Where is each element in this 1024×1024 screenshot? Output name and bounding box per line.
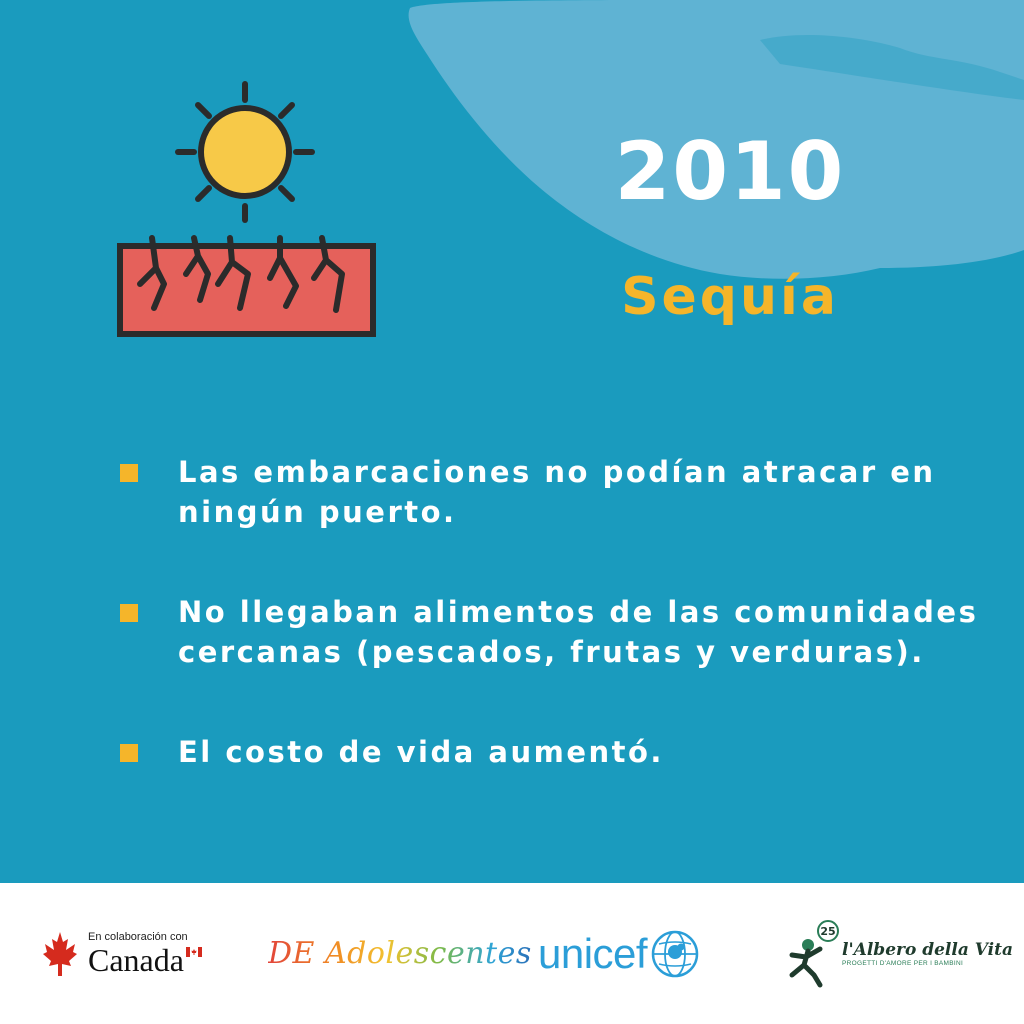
bullet-square-icon <box>120 604 138 622</box>
unicef-globe-icon <box>651 930 699 978</box>
list-item <box>118 452 998 532</box>
maple-leaf-icon <box>42 930 78 978</box>
list-item-text: Las embarcaciones no podían atracar en ningún puerto. <box>178 455 936 529</box>
de-adolescentes-wordmark: DE Adolescentes <box>268 936 532 971</box>
list-item-text: No llegaban alimentos de las comunidades cercanas (pescados, frutas y verduras). <box>178 595 979 669</box>
bullet-list <box>118 452 998 772</box>
list-item-text: El costo de vida aumentó. <box>178 735 664 769</box>
bullet-square-icon <box>120 464 138 482</box>
collaboration-text: En colaboración con <box>88 930 188 943</box>
running-child-icon <box>780 919 840 989</box>
unicef-wordmark: unicef <box>538 929 648 977</box>
page-subtitle: Sequía <box>621 267 839 327</box>
canada-logo <box>42 883 202 1024</box>
unicef-logo <box>538 883 699 1024</box>
anniversary-badge-text: 25 <box>820 924 836 938</box>
albero-tagline: PROGETTI D'AMORE PER I BAMBINI <box>842 960 964 967</box>
de-adolescentes-logo <box>268 883 532 1024</box>
canada-wordmark: Canada <box>88 943 202 977</box>
bullet-square-icon <box>120 744 138 762</box>
albero-della-vita-logo <box>780 883 1013 1024</box>
albero-wordmark: l'Albero della Vita <box>842 940 1013 960</box>
canada-flag-icon <box>186 947 202 957</box>
partner-logos-footer <box>0 883 1024 1024</box>
sun-over-cracked-earth-icon <box>110 78 385 343</box>
page-title: 2010 <box>614 125 846 218</box>
list-item <box>118 592 998 672</box>
list-item <box>118 732 998 772</box>
